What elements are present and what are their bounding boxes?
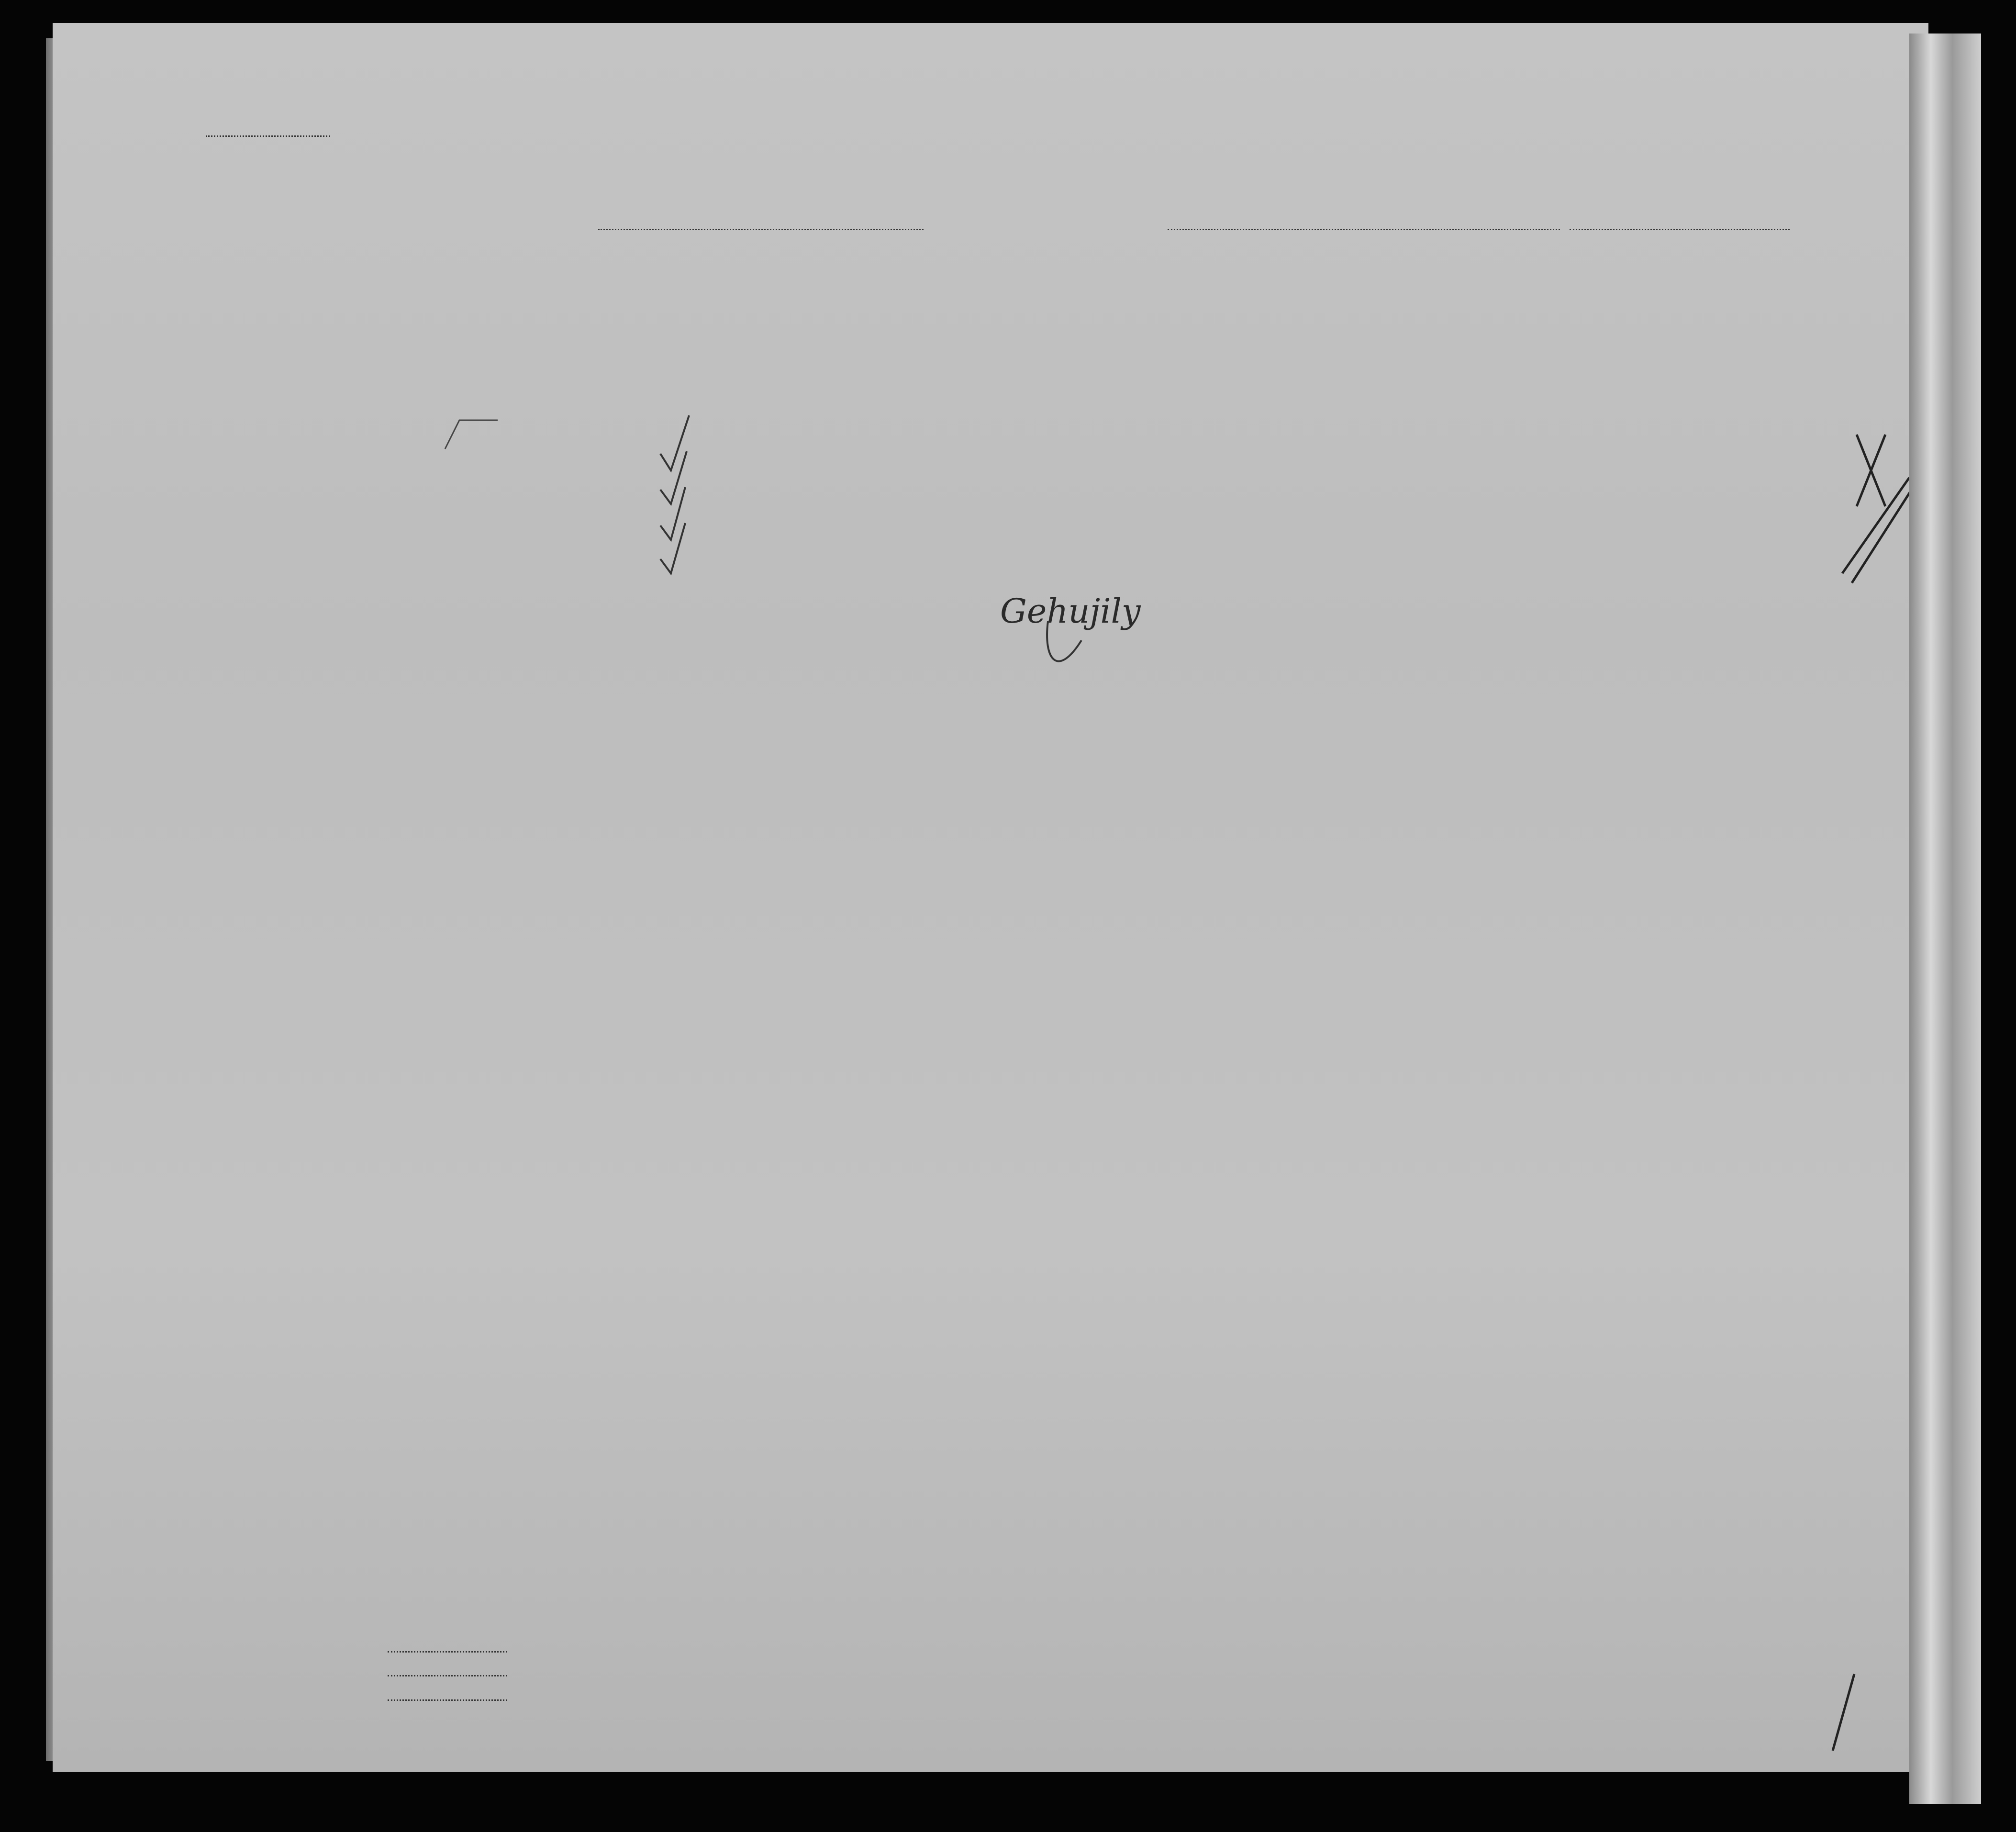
flourish-mark xyxy=(1047,621,1081,661)
citizens-line xyxy=(388,1675,507,1676)
check-mark xyxy=(445,420,498,449)
hand-marks xyxy=(53,23,1928,1772)
page-right-edge xyxy=(1909,34,1981,1804)
manifest-sheet xyxy=(53,23,1928,1772)
slash-mark xyxy=(1833,1674,1854,1751)
total-line xyxy=(388,1651,507,1653)
slash-mark xyxy=(1842,478,1909,573)
aliens-line xyxy=(388,1699,507,1701)
hand-signature-note: Gehujily xyxy=(1000,592,1141,631)
check-mark xyxy=(660,415,689,470)
